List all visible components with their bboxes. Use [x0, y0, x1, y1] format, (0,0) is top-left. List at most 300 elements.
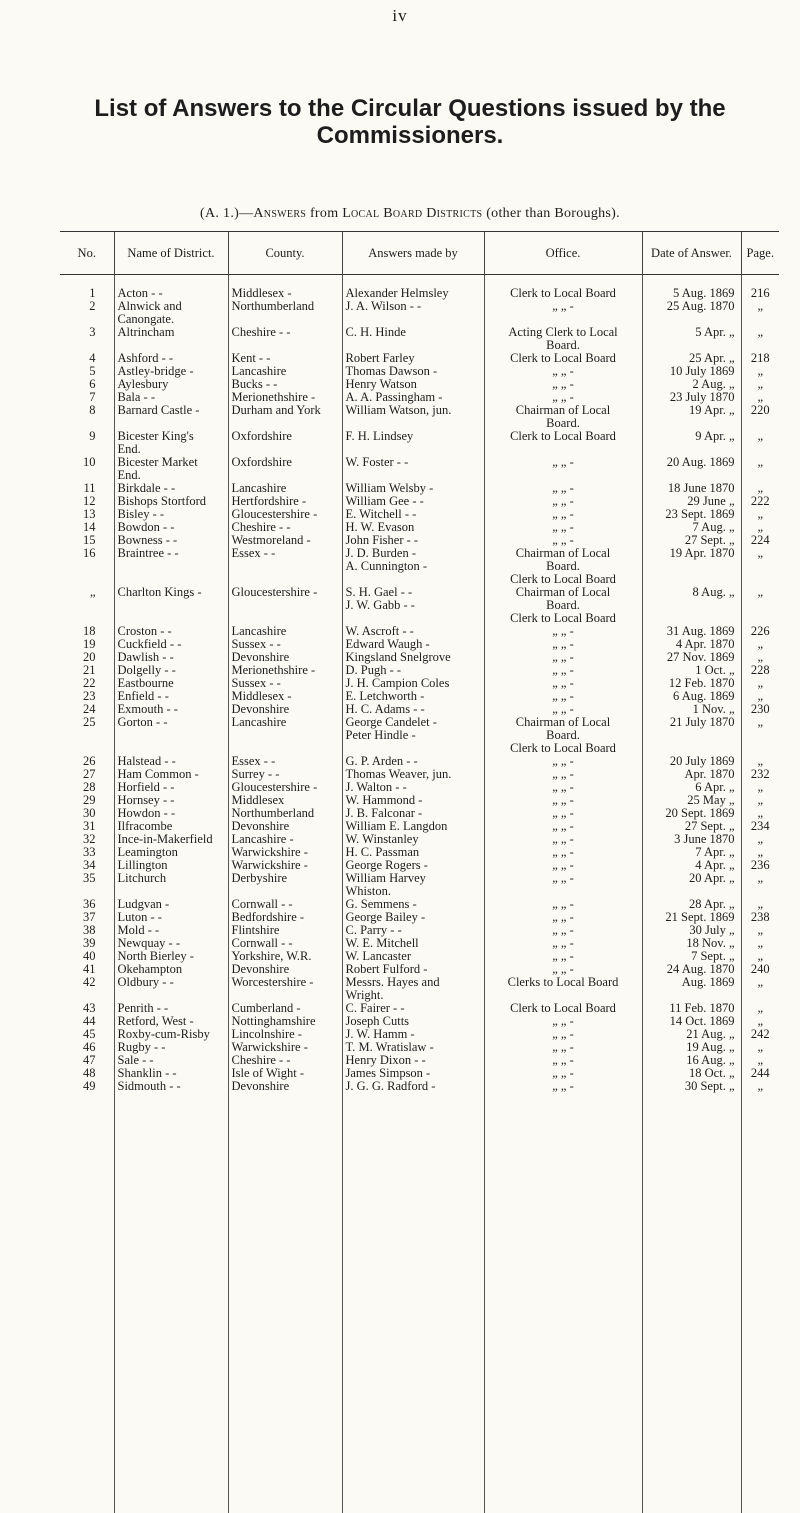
cell-district: Dawlish - -: [114, 651, 228, 664]
table-header-row: [60, 232, 779, 275]
cell-answered-by: W. Hammond -: [342, 794, 484, 807]
cell-answered-by: S. H. Gael - - J. W. Gabb - -: [342, 586, 484, 625]
cell-county: Westmoreland -: [228, 534, 342, 547]
cell-page: „: [741, 521, 779, 534]
cell-date: 14 Oct. 1869: [642, 1015, 741, 1028]
subtitle-local-board: Local Board: [342, 206, 422, 221]
cell-answered-by: Henry Dixon - -: [342, 1054, 484, 1067]
cell-date: 7 Apr. „: [642, 846, 741, 859]
cell-page: „: [741, 300, 779, 326]
cell-no: 32: [60, 833, 114, 846]
cell-no: 34: [60, 859, 114, 872]
table-subtitle: [60, 206, 760, 222]
table-row: [60, 352, 779, 365]
cell-district: Bala - -: [114, 391, 228, 404]
cell-date: 31 Aug. 1869: [642, 625, 741, 638]
cell-page: „: [741, 651, 779, 664]
cell-date: Aug. 1869: [642, 976, 741, 1002]
cell-county: Worcestershire -: [228, 976, 342, 1002]
table-row: [60, 586, 779, 625]
cell-page: „: [741, 586, 779, 625]
cell-answered-by: George Bailey -: [342, 911, 484, 924]
cell-answered-by: H. C. Passman: [342, 846, 484, 859]
cell-page: „: [741, 547, 779, 586]
cell-answered-by: James Simpson -: [342, 1067, 484, 1080]
table-row: [60, 898, 779, 911]
cell-county: Gloucestershire -: [228, 508, 342, 521]
cell-district: Bowdon - -: [114, 521, 228, 534]
cell-page: „: [741, 872, 779, 898]
cell-county: Devonshire: [228, 651, 342, 664]
table-row: [60, 911, 779, 924]
cell-office: Chairman of Local Board. Clerk to Local Board: [484, 547, 642, 586]
cell-office: „ „ -: [484, 963, 642, 976]
cell-county: Lancashire: [228, 365, 342, 378]
cell-office: „ „ -: [484, 768, 642, 781]
cell-date: 30 July „: [642, 924, 741, 937]
cell-date: 18 Oct. „: [642, 1067, 741, 1080]
table-row: [60, 300, 779, 326]
cell-no: 18: [60, 625, 114, 638]
cell-district: Bisley - -: [114, 508, 228, 521]
cell-no: 27: [60, 768, 114, 781]
cell-date: 20 Sept. 1869: [642, 807, 741, 820]
cell-answered-by: Edward Waugh -: [342, 638, 484, 651]
cell-county: Devonshire: [228, 963, 342, 976]
cell-county: Isle of Wight -: [228, 1067, 342, 1080]
cell-date: 25 Apr. „: [642, 352, 741, 365]
cell-office: „ „ -: [484, 456, 642, 482]
table-row: [60, 755, 779, 768]
cell-page: 242: [741, 1028, 779, 1041]
cell-office: „ „ -: [484, 300, 642, 326]
cell-date: 5 Aug. 1869: [642, 287, 741, 300]
cell-county: Lancashire: [228, 625, 342, 638]
cell-office: Clerks to Local Board: [484, 976, 642, 1002]
cell-no: 7: [60, 391, 114, 404]
cell-answered-by: J. W. Hamm -: [342, 1028, 484, 1041]
cell-answered-by: H. C. Adams - -: [342, 703, 484, 716]
cell-no: „: [60, 586, 114, 625]
cell-no: 8: [60, 404, 114, 430]
cell-county: Cheshire - -: [228, 521, 342, 534]
cell-answered-by: John Fisher - -: [342, 534, 484, 547]
cell-county: Merionethshire -: [228, 391, 342, 404]
table-row: [60, 638, 779, 651]
column-header-answered-by: Answers made by: [342, 232, 484, 275]
cell-county: Yorkshire, W.R.: [228, 950, 342, 963]
table-row: [60, 651, 779, 664]
cell-answered-by: T. M. Wratislaw -: [342, 1041, 484, 1054]
cell-district: Bicester Market End.: [114, 456, 228, 482]
cell-county: Sussex - -: [228, 677, 342, 690]
cell-answered-by: J. H. Campion Coles: [342, 677, 484, 690]
cell-district: Charlton Kings -: [114, 586, 228, 625]
cell-page: 244: [741, 1067, 779, 1080]
cell-answered-by: William Welsby -: [342, 482, 484, 495]
cell-date: 16 Aug. „: [642, 1054, 741, 1067]
table-row: [60, 924, 779, 937]
cell-county: Warwickshire -: [228, 1041, 342, 1054]
cell-answered-by: William Harvey Whiston.: [342, 872, 484, 898]
cell-no: 43: [60, 1002, 114, 1015]
cell-page: „: [741, 950, 779, 963]
cell-answered-by: G. P. Arden - -: [342, 755, 484, 768]
cell-office: „ „ -: [484, 872, 642, 898]
cell-no: 1: [60, 287, 114, 300]
table-row: [60, 690, 779, 703]
cell-office: „ „ -: [484, 690, 642, 703]
cell-county: Bedfordshire -: [228, 911, 342, 924]
cell-date: 19 Aug. „: [642, 1041, 741, 1054]
cell-office: „ „ -: [484, 794, 642, 807]
table-spacer-row: [60, 275, 779, 288]
table-row: [60, 846, 779, 859]
cell-date: 24 Aug. 1870: [642, 963, 741, 976]
cell-no: 33: [60, 846, 114, 859]
cell-district: Cuckfield - -: [114, 638, 228, 651]
cell-page: 232: [741, 768, 779, 781]
subtitle-answers: Answers: [253, 206, 306, 221]
cell-answered-by: J. G. G. Radford -: [342, 1080, 484, 1513]
cell-county: Warwickshire -: [228, 859, 342, 872]
cell-office: „ „ -: [484, 820, 642, 833]
cell-office: „ „ -: [484, 1015, 642, 1028]
table-row: [60, 1041, 779, 1054]
cell-office: „ „ -: [484, 521, 642, 534]
cell-page: „: [741, 1054, 779, 1067]
cell-no: 37: [60, 911, 114, 924]
cell-district: Bishops Stortford: [114, 495, 228, 508]
cell-county: Northumberland: [228, 300, 342, 326]
cell-date: 6 Apr. „: [642, 781, 741, 794]
cell-date: 11 Feb. 1870: [642, 1002, 741, 1015]
cell-date: 27 Sept. „: [642, 534, 741, 547]
cell-answered-by: J. B. Falconar -: [342, 807, 484, 820]
cell-office: „ „ -: [484, 898, 642, 911]
cell-date: 1 Nov. „: [642, 703, 741, 716]
cell-office: Chairman of Local Board. Clerk to Local Board: [484, 586, 642, 625]
cell-county: Warwickshire -: [228, 846, 342, 859]
cell-no: 14: [60, 521, 114, 534]
cell-county: Gloucestershire -: [228, 781, 342, 794]
cell-district: Luton - -: [114, 911, 228, 924]
cell-county: Middlesex -: [228, 690, 342, 703]
column-header-page: Page.: [741, 232, 779, 275]
table-row: [60, 937, 779, 950]
cell-page: 226: [741, 625, 779, 638]
cell-date: 20 Aug. 1869: [642, 456, 741, 482]
cell-answered-by: Robert Fulford -: [342, 963, 484, 976]
subtitle-rest: (other than Boroughs).: [482, 206, 620, 221]
cell-district: Hornsey - -: [114, 794, 228, 807]
cell-answered-by: H. W. Evason: [342, 521, 484, 534]
cell-office: Clerk to Local Board: [484, 352, 642, 365]
cell-no: 10: [60, 456, 114, 482]
cell-district: Aylesbury: [114, 378, 228, 391]
cell-page: 224: [741, 534, 779, 547]
cell-county: Sussex - -: [228, 638, 342, 651]
cell-county: Cumberland -: [228, 1002, 342, 1015]
cell-office: „ „ -: [484, 924, 642, 937]
cell-district: Acton - -: [114, 287, 228, 300]
cell-county: Devonshire: [228, 703, 342, 716]
column-header-no: No.: [60, 232, 114, 275]
cell-district: Roxby-cum-Risby: [114, 1028, 228, 1041]
cell-office: „ „ -: [484, 495, 642, 508]
cell-district: Newquay - -: [114, 937, 228, 950]
table-row: [60, 1015, 779, 1028]
cell-answered-by: Messrs. Hayes and Wright.: [342, 976, 484, 1002]
cell-no: 6: [60, 378, 114, 391]
cell-no: 28: [60, 781, 114, 794]
cell-page: „: [741, 378, 779, 391]
cell-date: 19 Apr. 1870: [642, 547, 741, 586]
table-row: [60, 287, 779, 300]
cell-district: Sale - -: [114, 1054, 228, 1067]
cell-answered-by: George Rogers -: [342, 859, 484, 872]
cell-answered-by: Thomas Dawson -: [342, 365, 484, 378]
table-row: [60, 508, 779, 521]
column-header-office: Office.: [484, 232, 642, 275]
table-body: [60, 275, 779, 1513]
table-row: [60, 950, 779, 963]
cell-page: 216: [741, 287, 779, 300]
cell-page: „: [741, 1041, 779, 1054]
cell-page: „: [741, 690, 779, 703]
cell-date: 20 July 1869: [642, 755, 741, 768]
table-row: [60, 872, 779, 898]
cell-no: 45: [60, 1028, 114, 1041]
cell-office: „ „ -: [484, 651, 642, 664]
cell-date: 23 July 1870: [642, 391, 741, 404]
cell-county: Northumberland: [228, 807, 342, 820]
cell-office: „ „ -: [484, 378, 642, 391]
cell-office: „ „ -: [484, 859, 642, 872]
cell-no: 41: [60, 963, 114, 976]
cell-district: Exmouth - -: [114, 703, 228, 716]
cell-date: 28 Apr. „: [642, 898, 741, 911]
cell-county: Lincolnshire -: [228, 1028, 342, 1041]
cell-answered-by: Thomas Weaver, jun.: [342, 768, 484, 781]
cell-page: „: [741, 976, 779, 1002]
cell-district: Ilfracombe: [114, 820, 228, 833]
cell-office: „ „ -: [484, 1080, 642, 1513]
cell-page: „: [741, 365, 779, 378]
cell-district: Bicester King's End.: [114, 430, 228, 456]
cell-date: 7 Aug. „: [642, 521, 741, 534]
table-row: [60, 365, 779, 378]
cell-no: 30: [60, 807, 114, 820]
cell-office: „ „ -: [484, 833, 642, 846]
cell-page: 234: [741, 820, 779, 833]
cell-page: „: [741, 1080, 779, 1513]
cell-no: 25: [60, 716, 114, 755]
cell-date: 6 Aug. 1869: [642, 690, 741, 703]
cell-date: 30 Sept. „: [642, 1080, 741, 1513]
table-row: [60, 768, 779, 781]
table-row: [60, 1080, 779, 1513]
table-row: [60, 534, 779, 547]
cell-office: „ „ -: [484, 781, 642, 794]
page-number: iv: [0, 6, 800, 26]
cell-date: 23 Sept. 1869: [642, 508, 741, 521]
table-row: [60, 482, 779, 495]
table-row: [60, 547, 779, 586]
cell-page: „: [741, 456, 779, 482]
cell-page: „: [741, 924, 779, 937]
cell-county: Lancashire: [228, 482, 342, 495]
cell-office: „ „ -: [484, 807, 642, 820]
cell-district: Dolgelly - -: [114, 664, 228, 677]
cell-answered-by: Henry Watson: [342, 378, 484, 391]
cell-office: „ „ -: [484, 638, 642, 651]
cell-page: „: [741, 898, 779, 911]
table-row: [60, 456, 779, 482]
cell-page: 236: [741, 859, 779, 872]
table-row: [60, 391, 779, 404]
cell-district: Bowness - -: [114, 534, 228, 547]
table-row: [60, 1028, 779, 1041]
table-row: [60, 703, 779, 716]
table-row: [60, 833, 779, 846]
cell-district: North Bierley -: [114, 950, 228, 963]
cell-county: Lancashire: [228, 716, 342, 755]
cell-answered-by: D. Pugh - -: [342, 664, 484, 677]
cell-county: Hertfordshire -: [228, 495, 342, 508]
cell-page: „: [741, 326, 779, 352]
cell-date: 18 Nov. „: [642, 937, 741, 950]
column-header-county: County.: [228, 232, 342, 275]
table-row: [60, 664, 779, 677]
cell-date: 4 Apr. 1870: [642, 638, 741, 651]
subtitle-prefix: (A. 1.)—: [200, 206, 253, 221]
cell-district: Gorton - -: [114, 716, 228, 755]
cell-office: Clerk to Local Board: [484, 1002, 642, 1015]
cell-no: 3: [60, 326, 114, 352]
cell-page: „: [741, 1015, 779, 1028]
cell-answered-by: William Gee - -: [342, 495, 484, 508]
cell-page: „: [741, 482, 779, 495]
cell-office: „ „ -: [484, 508, 642, 521]
column-header-district: Name of District.: [114, 232, 228, 275]
cell-page: 228: [741, 664, 779, 677]
cell-county: Nottinghamshire: [228, 1015, 342, 1028]
cell-no: 40: [60, 950, 114, 963]
cell-no: 44: [60, 1015, 114, 1028]
cell-district: Braintree - -: [114, 547, 228, 586]
cell-county: Devonshire: [228, 820, 342, 833]
cell-page: „: [741, 508, 779, 521]
cell-office: Clerk to Local Board: [484, 287, 642, 300]
cell-answered-by: J. Walton - -: [342, 781, 484, 794]
cell-no: 20: [60, 651, 114, 664]
cell-answered-by: E. Witchell - -: [342, 508, 484, 521]
cell-answered-by: G. Semmens -: [342, 898, 484, 911]
cell-page: 230: [741, 703, 779, 716]
cell-page: 218: [741, 352, 779, 365]
cell-answered-by: W. E. Mitchell: [342, 937, 484, 950]
cell-no: 29: [60, 794, 114, 807]
cell-no: 5: [60, 365, 114, 378]
cell-page: „: [741, 391, 779, 404]
cell-no: 22: [60, 677, 114, 690]
cell-no: 21: [60, 664, 114, 677]
cell-answered-by: J. D. Burden - A. Cunnington -: [342, 547, 484, 586]
cell-no: 38: [60, 924, 114, 937]
table-row: [60, 807, 779, 820]
table-row: [60, 781, 779, 794]
table-row: [60, 404, 779, 430]
cell-office: „ „ -: [484, 703, 642, 716]
table-row: [60, 716, 779, 755]
cell-office: „ „ -: [484, 755, 642, 768]
cell-page: „: [741, 716, 779, 755]
cell-no: 12: [60, 495, 114, 508]
cell-office: „ „ -: [484, 950, 642, 963]
table-row: [60, 1054, 779, 1067]
cell-date: 21 Aug. „: [642, 1028, 741, 1041]
cell-district: Retford, West -: [114, 1015, 228, 1028]
cell-county: Flintshire: [228, 924, 342, 937]
cell-page: „: [741, 677, 779, 690]
cell-district: Mold - -: [114, 924, 228, 937]
cell-page: „: [741, 794, 779, 807]
table-row: [60, 976, 779, 1002]
cell-county: Lancashire -: [228, 833, 342, 846]
cell-answered-by: A. A. Passingham -: [342, 391, 484, 404]
cell-no: 46: [60, 1041, 114, 1054]
cell-date: 2 Aug. „: [642, 378, 741, 391]
cell-county: Middlesex -: [228, 287, 342, 300]
cell-district: Eastbourne: [114, 677, 228, 690]
cell-district: Birkdale - -: [114, 482, 228, 495]
cell-answered-by: W. Winstanley: [342, 833, 484, 846]
cell-page: „: [741, 430, 779, 456]
table-row: [60, 430, 779, 456]
cell-page: „: [741, 833, 779, 846]
cell-answered-by: George Candelet - Peter Hindle -: [342, 716, 484, 755]
cell-answered-by: William Watson, jun.: [342, 404, 484, 430]
cell-district: Ludgvan -: [114, 898, 228, 911]
cell-office: „ „ -: [484, 365, 642, 378]
cell-page: „: [741, 1002, 779, 1015]
cell-district: Shanklin - -: [114, 1067, 228, 1080]
cell-county: Kent - -: [228, 352, 342, 365]
table-row: [60, 859, 779, 872]
cell-no: 35: [60, 872, 114, 898]
cell-district: Barnard Castle -: [114, 404, 228, 430]
column-header-date: Date of Answer.: [642, 232, 741, 275]
cell-district: Okehampton: [114, 963, 228, 976]
table-row: [60, 963, 779, 976]
cell-page: „: [741, 937, 779, 950]
cell-office: „ „ -: [484, 846, 642, 859]
cell-date: 12 Feb. 1870: [642, 677, 741, 690]
cell-county: Cornwall - -: [228, 898, 342, 911]
cell-page: „: [741, 755, 779, 768]
cell-answered-by: Robert Farley: [342, 352, 484, 365]
cell-office: „ „ -: [484, 1054, 642, 1067]
cell-office: Clerk to Local Board: [484, 430, 642, 456]
cell-date: 4 Apr. „: [642, 859, 741, 872]
cell-date: 25 Aug. 1870: [642, 300, 741, 326]
cell-answered-by: C. Parry - -: [342, 924, 484, 937]
cell-date: 18 June 1870: [642, 482, 741, 495]
cell-answered-by: Joseph Cutts: [342, 1015, 484, 1028]
cell-county: Surrey - -: [228, 768, 342, 781]
cell-no: 36: [60, 898, 114, 911]
